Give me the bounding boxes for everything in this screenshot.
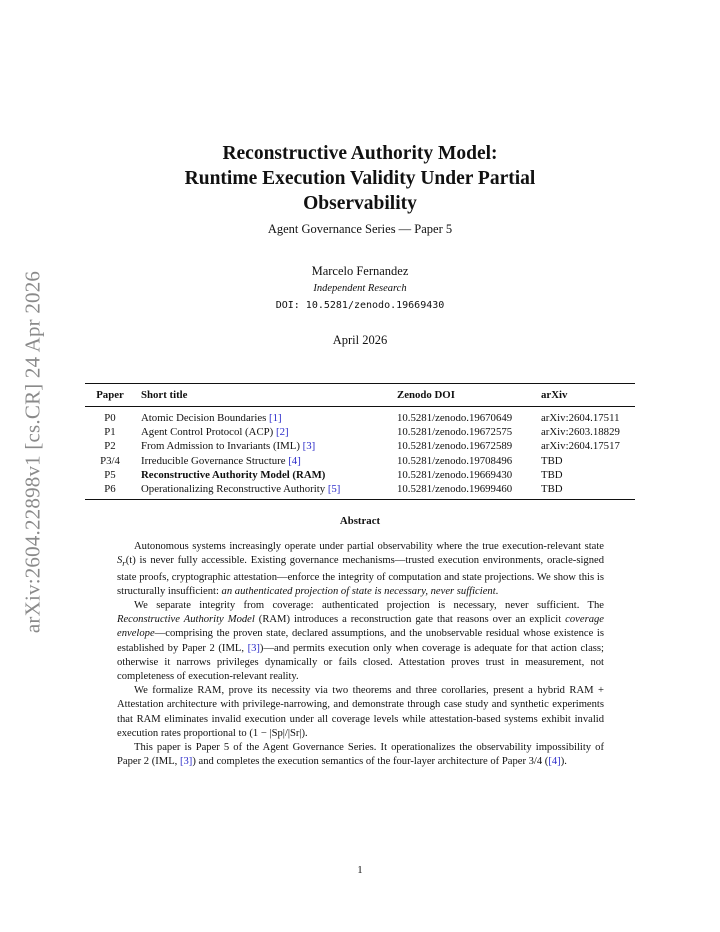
cell-title-current-paper: Reconstructive Authority Model (RAM) bbox=[141, 468, 326, 481]
text-run: (RAM) introduces a reconstruction gate that reasons over an explicit bbox=[254, 614, 566, 626]
column-header-arxiv: arXiv bbox=[537, 384, 635, 407]
citation-link[interactable]: [4] bbox=[288, 454, 301, 467]
cell-paper: P6 bbox=[104, 483, 116, 496]
citation-link[interactable]: [3] bbox=[302, 440, 316, 453]
cell-title bbox=[137, 482, 393, 500]
emphasis-text: Reconstructive Authority Model bbox=[117, 614, 255, 626]
table-row bbox=[85, 407, 635, 426]
cell-title bbox=[137, 425, 393, 439]
abstract-heading: Abstract bbox=[339, 515, 381, 527]
table-row bbox=[85, 439, 635, 453]
cell-doi: 10.5281/zenodo.19672575 bbox=[397, 426, 513, 439]
paper-title bbox=[120, 141, 600, 216]
cell-paper: P3/4 bbox=[100, 454, 120, 467]
title-text: Atomic Decision Boundaries bbox=[141, 412, 267, 425]
cell-doi: 10.5281/zenodo.19669430 bbox=[397, 468, 513, 481]
page-number: 1 bbox=[357, 864, 363, 876]
title-line: Reconstructive Authority Model: bbox=[222, 143, 498, 164]
table-row bbox=[85, 468, 635, 482]
cell-paper: P0 bbox=[104, 412, 116, 425]
title-text: Irreducible Governance Structure bbox=[141, 454, 286, 467]
abstract-body bbox=[117, 540, 604, 769]
citation-link[interactable]: [3] bbox=[247, 642, 260, 654]
text-run: We separate integrity from coverage: authenticated projection is necessary, never sufficient. The bbox=[134, 599, 604, 611]
text-run: )—and permits execution only when coverage is adequate for that action class; otherwise it narrows privileges dynamically or fails closed. Attestation proves trust in measurement, not completeness of execution-relevant reality. bbox=[117, 642, 604, 682]
text-run: ) and completes the execution semantics of the four-layer architecture of Paper 3/4 ( bbox=[192, 756, 549, 768]
text-run: ). bbox=[560, 756, 567, 768]
table-header-row bbox=[85, 384, 635, 407]
citation-link[interactable]: [2] bbox=[275, 426, 289, 439]
title-line: Observability bbox=[303, 193, 417, 214]
text-run: (t) is never fully accessible. Existing governance mechanisms—trusted execution environments, oracle-signed state proofs, cryptographic attestation—enforce the integrity of computation and state projections. We show this is structurally insufficient: bbox=[117, 555, 604, 597]
abstract-paragraph bbox=[117, 599, 604, 684]
emphasis-text: an authenticated projection of state is necessary, never sufficient bbox=[221, 585, 496, 597]
doi-line: DOI: 10.5281/zenodo.19669430 bbox=[275, 300, 445, 311]
abstract-paragraph bbox=[117, 741, 604, 769]
abstract-paragraph bbox=[117, 540, 604, 599]
column-header-short-title: Short title bbox=[137, 384, 393, 407]
table-row bbox=[85, 482, 635, 500]
text-run: —comprising the proven state, declared assumptions, and the unobservable residual whose existence is established by Paper 2 (IML, bbox=[117, 628, 604, 654]
table-row bbox=[85, 454, 635, 468]
arxiv-identifier-stamp bbox=[19, 260, 47, 644]
title-text: Agent Control Protocol (ACP) bbox=[141, 426, 274, 439]
emphasis-text: coverage envelope bbox=[117, 614, 604, 640]
author-name: Marcelo Fernandez bbox=[311, 264, 409, 278]
cell-arxiv: TBD bbox=[541, 454, 563, 467]
title-text: From Admission to Invariants (IML) bbox=[141, 440, 300, 453]
cell-arxiv: TBD bbox=[541, 483, 563, 496]
column-header-zenodo-doi: Zenodo DOI bbox=[393, 384, 537, 407]
cell-arxiv: arXiv:2603.18829 bbox=[541, 426, 620, 439]
citation-link[interactable]: [1] bbox=[269, 412, 282, 425]
series-papers-table bbox=[85, 383, 635, 500]
abstract-paragraph: We formalize RAM, prove its necessity via two theorems and three corollaries, present a hybrid RAM + Attestation architecture with privilege-narrowing, and demonstrate through case study and synthetic experiments that RAM eliminates invalid execution under all coverage levels while attestation-based systems exhibit invalid execution rates proportional to (1 − |Sp|/|Sr|). bbox=[117, 685, 604, 739]
cell-title bbox=[137, 454, 393, 468]
text-run: This paper is Paper 5 of the Agent Governance Series. It operationalizes the observability impossibility of Paper 2 (IML, bbox=[117, 741, 604, 768]
math-subscript: r bbox=[122, 558, 126, 569]
text-run: Autonomous systems increasingly operate under partial observability where the true execution-relevant state bbox=[134, 541, 604, 552]
series-subtitle: Agent Governance Series — Paper 5 bbox=[267, 222, 453, 236]
title-text: Operationalizing Reconstructive Authority bbox=[141, 483, 326, 496]
cell-doi: 10.5281/zenodo.19670649 bbox=[397, 412, 513, 425]
cell-doi: 10.5281/zenodo.19699460 bbox=[397, 483, 513, 496]
cell-title bbox=[137, 439, 393, 453]
cell-paper: P1 bbox=[104, 426, 116, 439]
cell-paper: P2 bbox=[104, 440, 116, 453]
citation-link[interactable]: [3] bbox=[179, 756, 193, 768]
cell-doi: 10.5281/zenodo.19672589 bbox=[397, 440, 513, 453]
cell-paper: P5 bbox=[104, 468, 116, 481]
text-run: . bbox=[495, 585, 499, 597]
cell-arxiv: arXiv:2604.17517 bbox=[541, 440, 620, 453]
cell-arxiv: arXiv:2604.17511 bbox=[541, 412, 620, 425]
author-affiliation: Independent Research bbox=[313, 283, 407, 294]
title-line: Runtime Execution Validity Under Partial bbox=[184, 168, 536, 189]
math-symbol: S bbox=[117, 555, 123, 567]
table-row bbox=[85, 425, 635, 439]
cell-title bbox=[137, 407, 393, 426]
cell-doi: 10.5281/zenodo.19708496 bbox=[397, 454, 513, 467]
column-header-paper: Paper bbox=[85, 384, 137, 407]
cell-arxiv: TBD bbox=[541, 468, 563, 481]
arxiv-identifier-text: arXiv:2604.22898v1 [cs.CR] 24 Apr 2026 bbox=[20, 270, 45, 634]
citation-link[interactable]: [5] bbox=[327, 483, 341, 496]
publication-date: April 2026 bbox=[332, 333, 388, 347]
citation-link[interactable]: [4] bbox=[548, 756, 561, 768]
